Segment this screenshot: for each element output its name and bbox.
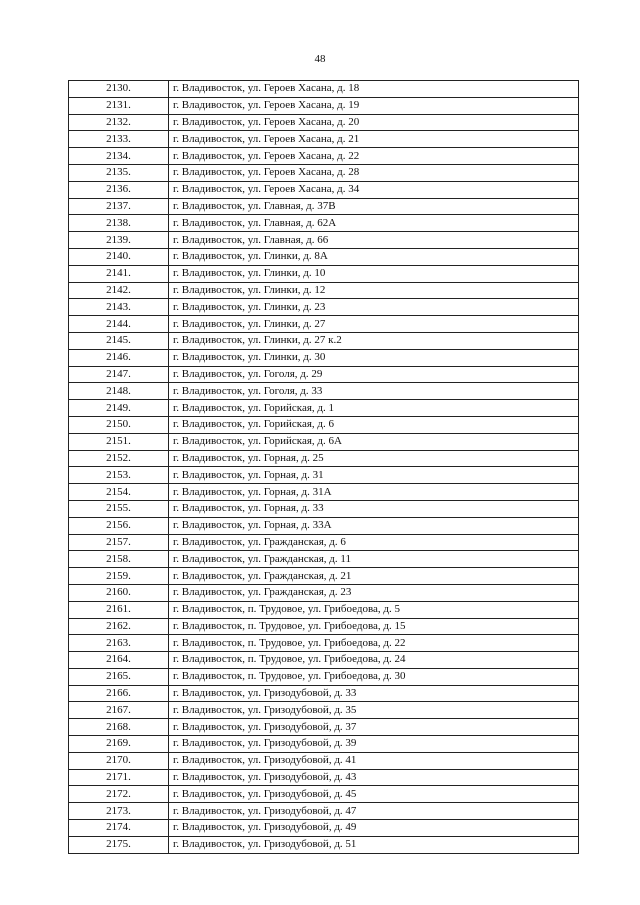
- address-cell: г. Владивосток, ул. Гризодубовой, д. 35: [169, 702, 579, 719]
- address-cell: г. Владивосток, ул. Горная, д. 33: [169, 500, 579, 517]
- table-row: [69, 383, 579, 400]
- row-number-cell: 2157.: [69, 534, 169, 551]
- row-number-cell: 2174.: [69, 820, 169, 837]
- row-number-cell: 2145.: [69, 332, 169, 349]
- address-cell: г. Владивосток, ул. Глинки, д. 10: [169, 265, 579, 282]
- address-cell: г. Владивосток, ул. Гризодубовой, д. 37: [169, 719, 579, 736]
- table-row: [69, 786, 579, 803]
- address-cell: г. Владивосток, ул. Гризодубовой, д. 47: [169, 803, 579, 820]
- table-row: [69, 517, 579, 534]
- address-cell: г. Владивосток, ул. Гоголя, д. 29: [169, 366, 579, 383]
- table-row: [69, 366, 579, 383]
- row-number-cell: 2167.: [69, 702, 169, 719]
- address-cell: г. Владивосток, ул. Горная, д. 31А: [169, 484, 579, 501]
- row-number-cell: 2166.: [69, 685, 169, 702]
- table-row: [69, 164, 579, 181]
- address-cell: г. Владивосток, ул. Героев Хасана, д. 21: [169, 131, 579, 148]
- row-number-cell: 2160.: [69, 584, 169, 601]
- table-row: [69, 668, 579, 685]
- row-number-cell: 2151.: [69, 433, 169, 450]
- row-number-cell: 2150.: [69, 416, 169, 433]
- table-row: [69, 568, 579, 585]
- address-cell: г. Владивосток, п. Трудовое, ул. Грибоедова, д. 22: [169, 635, 579, 652]
- row-number-cell: 2172.: [69, 786, 169, 803]
- row-number-cell: 2171.: [69, 769, 169, 786]
- row-number-cell: 2147.: [69, 366, 169, 383]
- address-cell: г. Владивосток, ул. Героев Хасана, д. 20: [169, 114, 579, 131]
- address-cell: г. Владивосток, ул. Горная, д. 33А: [169, 517, 579, 534]
- row-number-cell: 2169.: [69, 736, 169, 753]
- address-cell: г. Владивосток, ул. Гражданская, д. 23: [169, 584, 579, 601]
- table-row: [69, 618, 579, 635]
- row-number-cell: 2153.: [69, 467, 169, 484]
- row-number-cell: 2148.: [69, 383, 169, 400]
- row-number-cell: 2137.: [69, 198, 169, 215]
- row-number-cell: 2133.: [69, 131, 169, 148]
- table-row: [69, 332, 579, 349]
- address-cell: г. Владивосток, п. Трудовое, ул. Грибоедова, д. 5: [169, 601, 579, 618]
- address-cell: г. Владивосток, ул. Горийская, д. 6: [169, 416, 579, 433]
- table-row: [69, 433, 579, 450]
- address-cell: г. Владивосток, ул. Глинки, д. 30: [169, 349, 579, 366]
- table-row: [69, 484, 579, 501]
- address-cell: г. Владивосток, ул. Гризодубовой, д. 41: [169, 752, 579, 769]
- table-row: [69, 769, 579, 786]
- row-number-cell: 2159.: [69, 568, 169, 585]
- page-number: 48: [314, 53, 326, 65]
- address-table-body: [69, 81, 579, 854]
- table-row: [69, 349, 579, 366]
- address-cell: г. Владивосток, ул. Главная, д. 37В: [169, 198, 579, 215]
- address-cell: г. Владивосток, ул. Глинки, д. 8А: [169, 248, 579, 265]
- address-cell: г. Владивосток, ул. Гризодубовой, д. 45: [169, 786, 579, 803]
- table-row: [69, 719, 579, 736]
- table-row: [69, 601, 579, 618]
- address-cell: г. Владивосток, ул. Главная, д. 62А: [169, 215, 579, 232]
- row-number-cell: 2142.: [69, 282, 169, 299]
- address-cell: г. Владивосток, ул. Гризодубовой, д. 39: [169, 736, 579, 753]
- address-cell: г. Владивосток, ул. Гризодубовой, д. 51: [169, 836, 579, 853]
- table-row: [69, 736, 579, 753]
- table-row: [69, 685, 579, 702]
- row-number-cell: 2154.: [69, 484, 169, 501]
- row-number-cell: 2164.: [69, 652, 169, 669]
- address-cell: г. Владивосток, п. Трудовое, ул. Грибоедова, д. 15: [169, 618, 579, 635]
- address-table: [68, 80, 579, 854]
- address-cell: г. Владивосток, п. Трудовое, ул. Грибоедова, д. 30: [169, 668, 579, 685]
- row-number-cell: 2158.: [69, 551, 169, 568]
- row-number-cell: 2155.: [69, 500, 169, 517]
- row-number-cell: 2146.: [69, 349, 169, 366]
- address-cell: г. Владивосток, ул. Горийская, д. 6А: [169, 433, 579, 450]
- table-row: [69, 114, 579, 131]
- address-cell: г. Владивосток, ул. Гражданская, д. 11: [169, 551, 579, 568]
- table-row: [69, 148, 579, 165]
- table-row: [69, 551, 579, 568]
- address-cell: г. Владивосток, ул. Гризодубовой, д. 33: [169, 685, 579, 702]
- table-row: [69, 248, 579, 265]
- address-cell: г. Владивосток, ул. Героев Хасана, д. 28: [169, 164, 579, 181]
- table-row: [69, 836, 579, 853]
- row-number-cell: 2161.: [69, 601, 169, 618]
- table-row: [69, 81, 579, 98]
- address-cell: г. Владивосток, ул. Гоголя, д. 33: [169, 383, 579, 400]
- row-number-cell: 2132.: [69, 114, 169, 131]
- table-row: [69, 803, 579, 820]
- row-number-cell: 2135.: [69, 164, 169, 181]
- address-cell: г. Владивосток, ул. Глинки, д. 27: [169, 316, 579, 333]
- row-number-cell: 2130.: [69, 81, 169, 98]
- table-row: [69, 752, 579, 769]
- row-number-cell: 2165.: [69, 668, 169, 685]
- row-number-cell: 2162.: [69, 618, 169, 635]
- address-cell: г. Владивосток, ул. Гризодубовой, д. 43: [169, 769, 579, 786]
- row-number-cell: 2136.: [69, 181, 169, 198]
- address-cell: г. Владивосток, п. Трудовое, ул. Грибоедова, д. 24: [169, 652, 579, 669]
- table-row: [69, 500, 579, 517]
- table-row: [69, 652, 579, 669]
- address-cell: г. Владивосток, ул. Гражданская, д. 21: [169, 568, 579, 585]
- table-row: [69, 181, 579, 198]
- table-row: [69, 416, 579, 433]
- table-row: [69, 97, 579, 114]
- address-cell: г. Владивосток, ул. Гражданская, д. 6: [169, 534, 579, 551]
- table-row: [69, 215, 579, 232]
- row-number-cell: 2170.: [69, 752, 169, 769]
- row-number-cell: 2134.: [69, 148, 169, 165]
- table-row: [69, 131, 579, 148]
- table-row: [69, 534, 579, 551]
- address-cell: г. Владивосток, ул. Главная, д. 66: [169, 232, 579, 249]
- table-row: [69, 198, 579, 215]
- row-number-cell: 2173.: [69, 803, 169, 820]
- address-cell: г. Владивосток, ул. Глинки, д. 12: [169, 282, 579, 299]
- table-row: [69, 450, 579, 467]
- table-row: [69, 232, 579, 249]
- table-row: [69, 467, 579, 484]
- table-row: [69, 702, 579, 719]
- row-number-cell: 2143.: [69, 299, 169, 316]
- row-number-cell: 2149.: [69, 400, 169, 417]
- address-cell: г. Владивосток, ул. Горная, д. 25: [169, 450, 579, 467]
- table-row: [69, 299, 579, 316]
- row-number-cell: 2144.: [69, 316, 169, 333]
- row-number-cell: 2156.: [69, 517, 169, 534]
- address-cell: г. Владивосток, ул. Героев Хасана, д. 18: [169, 81, 579, 98]
- address-cell: г. Владивосток, ул. Глинки, д. 27 к.2: [169, 332, 579, 349]
- address-cell: г. Владивосток, ул. Героев Хасана, д. 19: [169, 97, 579, 114]
- address-cell: г. Владивосток, ул. Гризодубовой, д. 49: [169, 820, 579, 837]
- row-number-cell: 2131.: [69, 97, 169, 114]
- table-row: [69, 265, 579, 282]
- row-number-cell: 2168.: [69, 719, 169, 736]
- row-number-cell: 2140.: [69, 248, 169, 265]
- address-cell: г. Владивосток, ул. Героев Хасана, д. 34: [169, 181, 579, 198]
- address-cell: г. Владивосток, ул. Горная, д. 31: [169, 467, 579, 484]
- row-number-cell: 2152.: [69, 450, 169, 467]
- table-row: [69, 584, 579, 601]
- row-number-cell: 2163.: [69, 635, 169, 652]
- row-number-cell: 2141.: [69, 265, 169, 282]
- table-row: [69, 282, 579, 299]
- table-row: [69, 635, 579, 652]
- row-number-cell: 2139.: [69, 232, 169, 249]
- row-number-cell: 2175.: [69, 836, 169, 853]
- address-cell: г. Владивосток, ул. Горийская, д. 1: [169, 400, 579, 417]
- table-row: [69, 400, 579, 417]
- address-cell: г. Владивосток, ул. Героев Хасана, д. 22: [169, 148, 579, 165]
- table-row: [69, 820, 579, 837]
- row-number-cell: 2138.: [69, 215, 169, 232]
- address-cell: г. Владивосток, ул. Глинки, д. 23: [169, 299, 579, 316]
- table-row: [69, 316, 579, 333]
